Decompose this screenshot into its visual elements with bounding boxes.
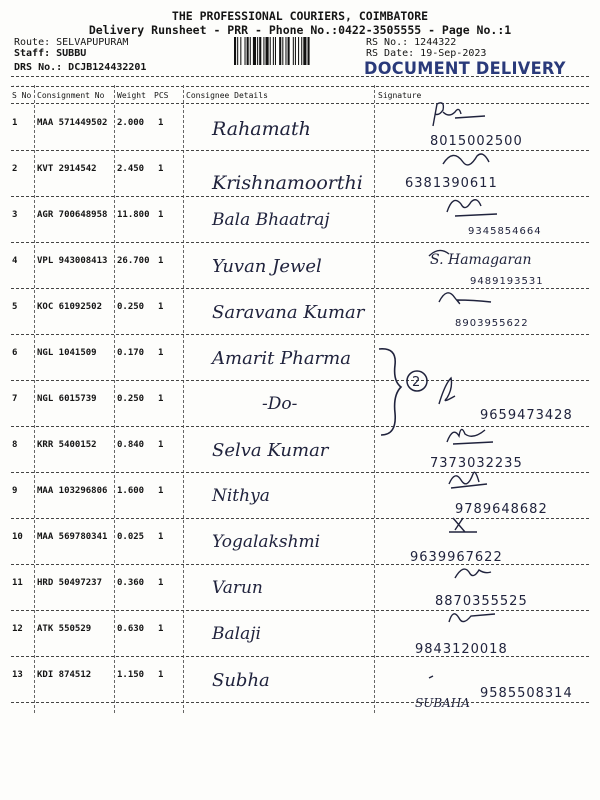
row-weight: 0.360 — [117, 578, 145, 588]
row-separator — [11, 702, 589, 703]
row-sno: 7 — [12, 394, 18, 404]
document-delivery-stamp: DOCUMENT DELIVERY — [364, 59, 566, 79]
row-separator — [11, 518, 589, 519]
row-pcs: 1 — [158, 256, 164, 266]
row-sno: 11 — [12, 578, 23, 588]
row-consignee-name: Selva Kumar — [212, 440, 329, 461]
row-pcs: 1 — [158, 440, 164, 450]
col-header-weight: Weight — [117, 91, 146, 100]
row-weight: 11.800 — [117, 210, 150, 220]
row-consignment-no: AGR 700648958 — [37, 210, 108, 220]
row-sno: 3 — [12, 210, 18, 220]
signature-scribble — [441, 190, 511, 224]
row-sno: 13 — [12, 670, 23, 680]
row-weight: 0.250 — [117, 302, 145, 312]
signature-scribble — [425, 98, 495, 132]
row-consignee-name: -Do- — [262, 394, 298, 414]
row-consignee-name: Saravana Kumar — [212, 302, 365, 323]
row-signature-text: S. Hamagaran — [430, 252, 532, 268]
row-pcs: 1 — [158, 348, 164, 358]
runsheet-subtitle: Delivery Runsheet - PRR - Phone No.:0422-3505555 - Page No.:1 — [88, 23, 512, 37]
signature-scribble — [425, 650, 495, 684]
row-phone-number: 9843120018 — [415, 642, 508, 657]
rs-number: RS No.: 1244322 — [366, 37, 457, 48]
row-sno: 9 — [12, 486, 18, 496]
row-consignment-no: MAA 571449502 — [37, 118, 108, 128]
row-weight: 0.250 — [117, 394, 145, 404]
col-header-signature: Signature — [378, 91, 422, 100]
signature-scribble — [441, 604, 511, 638]
row-weight: 1.600 — [117, 486, 145, 496]
row-pcs: 1 — [158, 486, 164, 496]
row-sno: 6 — [12, 348, 18, 358]
signature-scribble — [441, 328, 511, 362]
company-title: THE PROFESSIONAL COURIERS, COIMBATORE — [171, 9, 429, 23]
rs-date: RS Date: 19-Sep-2023 — [366, 48, 487, 59]
signature-scribble — [425, 512, 495, 546]
signature-scribble — [433, 282, 503, 316]
row-consignee-name: Nithya — [212, 486, 270, 506]
row-sno: 2 — [12, 164, 18, 174]
signature-scribble — [441, 466, 511, 500]
row-pcs: 1 — [158, 578, 164, 588]
row-consignment-no: MAA 103296806 — [37, 486, 108, 496]
row-weight: 0.840 — [117, 440, 145, 450]
row-pcs: 1 — [158, 210, 164, 220]
column-divider — [34, 85, 35, 713]
row-weight: 0.170 — [117, 348, 145, 358]
row-pcs: 1 — [158, 394, 164, 404]
row-phone-number: 9345854664 — [468, 226, 542, 237]
row-phone-number: 9489193531 — [470, 276, 544, 287]
signature-scribble — [433, 558, 503, 592]
col-header-pcs: PCS — [154, 91, 169, 100]
row-consignee-name: Varun — [212, 578, 263, 598]
col-header-sno: S No — [12, 91, 32, 100]
row-consignee-name: Rahamath — [212, 118, 311, 140]
row-consignment-no: NGL 1041509 — [37, 348, 97, 358]
row-consignment-no: KRR 5400152 — [37, 440, 97, 450]
row-phone-number: 9659473428 — [480, 408, 573, 423]
row-sno: 8 — [12, 440, 18, 450]
signature-scribble — [433, 144, 503, 178]
row-sno: 4 — [12, 256, 18, 266]
header-dots: ... — [11, 80, 26, 89]
row-signature-text: SUBAHA — [415, 696, 470, 710]
row-weight: 1.150 — [117, 670, 145, 680]
row-consignee-name: Yuvan Jewel — [212, 256, 322, 277]
row-phone-number: 8903955622 — [455, 318, 529, 329]
signature-scribble — [425, 374, 495, 408]
row-weight: 0.025 — [117, 532, 145, 542]
column-divider — [183, 85, 184, 713]
row-sno: 10 — [12, 532, 23, 542]
row-consignee-name: Balaji — [212, 624, 261, 644]
drs-number: DRS No.: DCJB124432201 — [14, 62, 147, 73]
row-phone-number: 9789648682 — [455, 502, 548, 517]
row-pcs: 1 — [158, 670, 164, 680]
row-consignee-name: Bala Bhaatraj — [212, 210, 330, 230]
row-consignee-name: Krishnamoorthi — [212, 172, 363, 194]
row-phone-number: 7373032235 — [430, 456, 523, 471]
staff-label: Staff: SUBBU — [14, 48, 87, 59]
route-label: Route: SELVAPUPURAM — [14, 37, 129, 48]
row-pcs: 1 — [158, 164, 164, 174]
row-weight: 0.630 — [117, 624, 145, 634]
header-rule — [11, 76, 589, 77]
row-weight: 2.000 — [117, 118, 145, 128]
row-consignee-name: Amarit Pharma — [212, 348, 351, 369]
row-consignment-no: KOC 61092502 — [37, 302, 103, 312]
row-phone-number: 8015002500 — [430, 134, 523, 149]
row-consignment-no: MAA 569780341 — [37, 532, 108, 542]
col-header-consignment: Consignment No — [37, 91, 105, 100]
row-pcs: 1 — [158, 624, 164, 634]
row-sno: 5 — [12, 302, 18, 312]
row-separator — [11, 380, 589, 381]
table-header-rule — [11, 103, 589, 104]
row-consignment-no: KDI 874512 — [37, 670, 92, 680]
column-divider — [114, 85, 115, 713]
row-weight: 26.700 — [117, 256, 150, 266]
row-consignee-name: Yogalakshmi — [212, 532, 321, 552]
row-pcs: 1 — [158, 302, 164, 312]
row-consignee-name: Subha — [212, 670, 270, 691]
col-header-consignee: Consignee Details — [186, 91, 268, 100]
row-separator — [11, 656, 589, 657]
signature-scribble — [433, 420, 503, 454]
row-pcs: 1 — [158, 118, 164, 128]
row-phone-number: 9639967622 — [410, 550, 503, 565]
barcode-image — [232, 37, 360, 65]
row-consignment-no: HRD 50497237 — [37, 578, 103, 588]
row-pcs: 1 — [158, 532, 164, 542]
table-top-rule — [11, 86, 589, 87]
row-phone-number: 6381390611 — [405, 176, 498, 191]
row-consignment-no: VPL 943008413 — [37, 256, 108, 266]
row-weight: 2.450 — [117, 164, 145, 174]
brace-note: 2 — [412, 375, 421, 390]
row-separator — [11, 242, 589, 243]
row-consignment-no: ATK 550529 — [37, 624, 92, 634]
row-phone-number: 8870355525 — [435, 594, 528, 609]
row-phone-number: 9585508314 — [480, 686, 573, 701]
row-consignment-no: KVT 2914542 — [37, 164, 97, 174]
row-sno: 12 — [12, 624, 23, 634]
row-consignment-no: NGL 6015739 — [37, 394, 97, 404]
row-sno: 1 — [12, 118, 18, 128]
grouping-brace — [375, 345, 435, 440]
